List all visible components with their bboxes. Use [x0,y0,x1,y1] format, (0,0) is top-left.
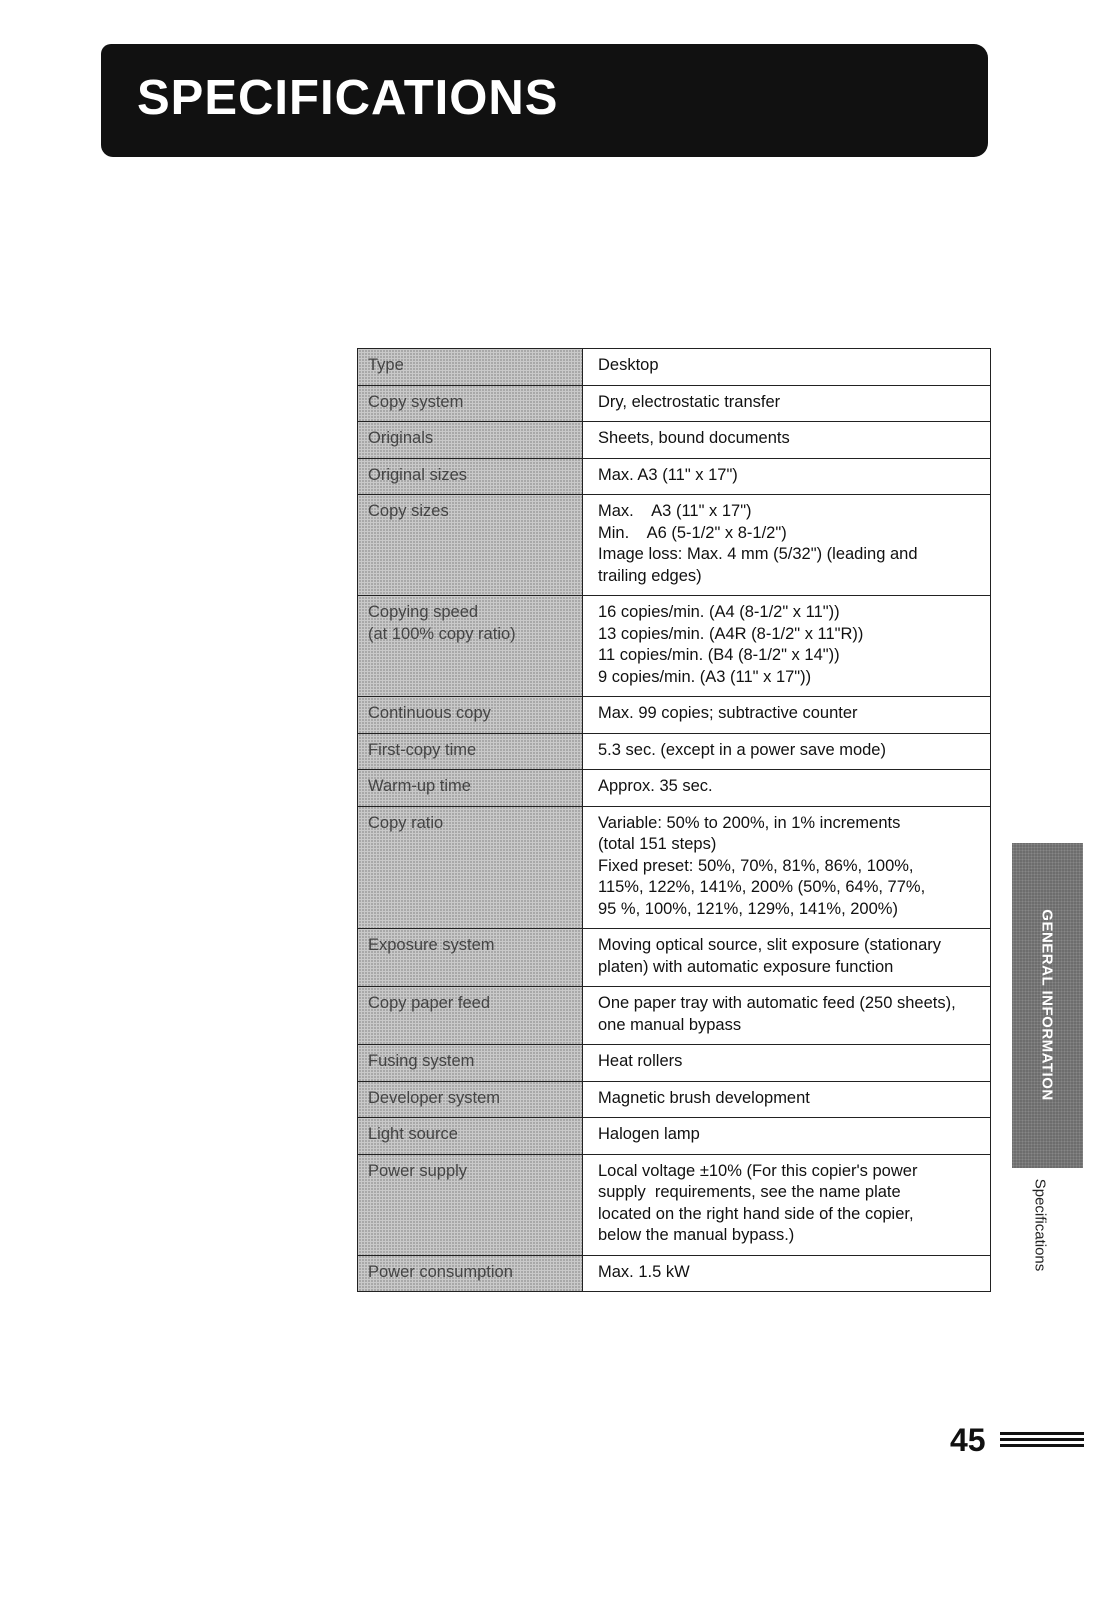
page-number: 45 [950,1422,986,1458]
spec-label-line: Power supply [368,1161,468,1180]
spec-value-line: Halogen lamp [598,1125,700,1143]
spec-label [358,349,583,386]
spec-label-line: Copying speed [368,603,479,621]
spec-value [583,929,991,987]
spec-row [358,697,991,734]
page-number-rules [1000,1432,1084,1450]
spec-value-line: Dry, electrostatic transfer [598,392,781,411]
spec-value-line: Local voltage ±10% (For this copier's power [598,1161,918,1180]
spec-label-line: Fusing system [368,1052,475,1070]
spec-value [583,987,991,1045]
spec-label [358,1154,583,1255]
spec-label [358,1081,583,1118]
spec-label [358,422,583,459]
spec-label-line: Light source [368,1125,458,1143]
section-tab-label: GENERAL INFORMATION [1038,909,1056,1101]
spec-value [583,596,991,697]
spec-value [583,458,991,495]
spec-label [358,495,583,596]
spec-label-line: Warm-up time [368,777,471,795]
page-title: SPECIFICATIONS [137,71,559,125]
spec-value-line: 115%, 122%, 141%, 200% (50%, 64%, 77%, [598,878,926,896]
spec-label-line: Type [368,356,404,374]
spec-label [358,770,583,807]
spec-row [358,1118,991,1155]
spec-label [358,1118,583,1155]
spec-row [358,770,991,807]
spec-value-line: trailing edges) [598,566,702,585]
spec-value-line: Max. A3 (11" x 17") [598,465,738,484]
spec-value [583,422,991,459]
spec-label [358,697,583,734]
spec-label [358,1255,583,1292]
spec-row [358,733,991,770]
spec-label-line: First-copy time [368,740,477,759]
spec-label-line: Continuous copy [368,704,491,722]
spec-value-line: (total 151 steps) [598,835,717,853]
spec-row [358,385,991,422]
spec-label [358,987,583,1045]
title-banner [101,44,988,157]
spec-value-line: below the manual bypass.) [598,1226,795,1244]
spec-value-line: Heat rollers [598,1052,683,1070]
spec-value-line: One paper tray with automatic feed (250 sheets), [598,994,956,1012]
spec-value-line: 16 copies/min. (A4 (8-1/2" x 11")) [598,603,840,621]
spec-value [583,1081,991,1118]
spec-row [358,349,991,386]
spec-row [358,458,991,495]
spec-label [358,385,583,422]
spec-label-line: Copy system [368,392,464,411]
spec-value-line: Image loss: Max. 4 mm (5/32") (leading and [598,545,918,563]
spec-row [358,987,991,1045]
spec-value-line: Moving optical source, slit exposure (stationary [598,936,941,954]
spec-row [358,1255,991,1292]
spec-label [358,596,583,697]
spec-label-line: Copy sizes [368,502,449,520]
spec-label-line: Exposure system [368,936,495,954]
spec-value [583,1118,991,1155]
spec-value-line: Variable: 50% to 200%, in 1% increments [598,813,901,832]
spec-value [583,1045,991,1082]
spec-value [583,697,991,734]
spec-value-line: 13 copies/min. (A4R (8-1/2" x 11"R)) [598,624,864,643]
spec-value [583,806,991,929]
spec-label [358,1045,583,1082]
spec-label-line: Power consumption [368,1262,513,1281]
spec-label [358,458,583,495]
spec-row [358,596,991,697]
spec-label-line: Copy ratio [368,813,444,832]
spec-value [583,385,991,422]
spec-value-line: 95 %, 100%, 121%, 129%, 141%, 200%) [598,899,898,918]
spec-row [358,1154,991,1255]
spec-value-line: 11 copies/min. (B4 (8-1/2" x 14")) [598,646,840,664]
spec-label-line: Original sizes [368,465,468,484]
spec-row [358,495,991,596]
spec-value-line: one manual bypass [598,1015,742,1034]
spec-value-line: Max. A3 (11" x 17") [598,502,752,520]
spec-value-line: Approx. 35 sec. [598,777,713,795]
spec-value-line: Min. A6 (5-1/2" x 8-1/2") [598,523,787,542]
spec-value-line: Max. 1.5 kW [598,1262,690,1281]
spec-label-line: Developer system [368,1088,501,1107]
spec-value-line: 9 copies/min. (A3 (11" x 17")) [598,667,812,686]
specifications-table [357,348,991,1292]
spec-value-line: Fixed preset: 50%, 70%, 81%, 86%, 100%, [598,856,914,875]
spec-value-line: Max. 99 copies; subtractive counter [598,704,858,722]
spec-label-line: (at 100% copy ratio) [368,624,516,643]
spec-row [358,929,991,987]
spec-value [583,770,991,807]
spec-label-line: Originals [368,429,434,447]
spec-label [358,806,583,929]
spec-value [583,1255,991,1292]
subsection-label: Specifications [1031,1178,1049,1272]
spec-row [358,806,991,929]
spec-row [358,1081,991,1118]
spec-value [583,349,991,386]
spec-value-line: supply requirements, see the name plate [598,1183,901,1201]
spec-value-line: Magnetic brush development [598,1088,810,1107]
spec-value [583,495,991,596]
spec-label [358,733,583,770]
spec-label-line: Copy paper feed [368,994,491,1012]
spec-value-line: 5.3 sec. (except in a power save mode) [598,740,886,759]
spec-row [358,1045,991,1082]
spec-value [583,733,991,770]
spec-label [358,929,583,987]
spec-value-line: located on the right hand side of the copier, [598,1204,914,1223]
spec-value [583,1154,991,1255]
spec-value-line: platen) with automatic exposure function [598,957,894,976]
spec-row [358,422,991,459]
spec-value-line: Sheets, bound documents [598,429,790,447]
section-tab [1012,843,1083,1168]
spec-value-line: Desktop [598,356,659,374]
